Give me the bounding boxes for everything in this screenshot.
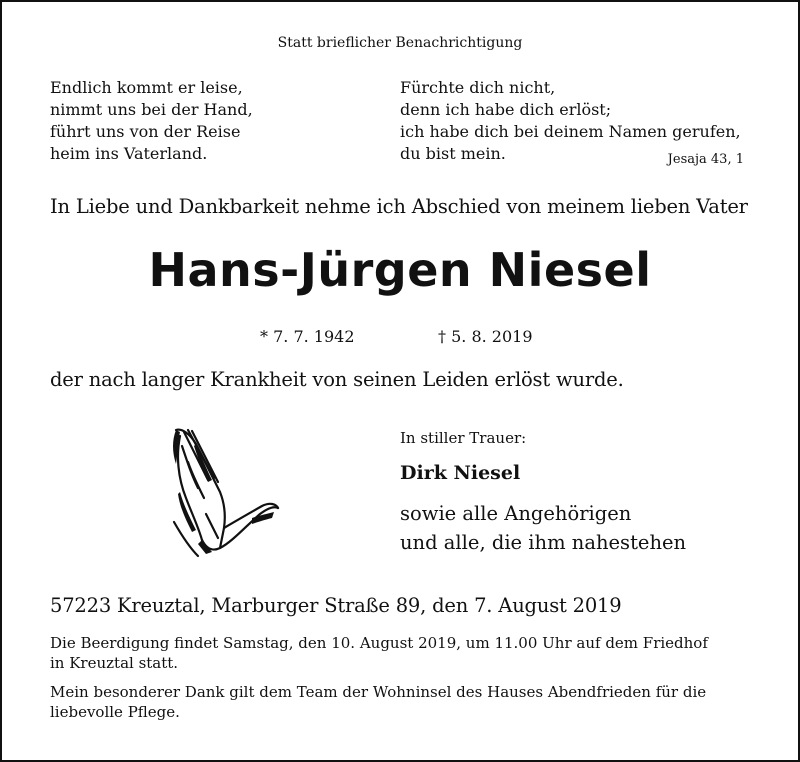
verse-reference: Jesaja 43, 1 xyxy=(667,152,744,167)
mourner-name: Dirk Niesel xyxy=(400,462,521,484)
funeral-line: Die Beerdigung findet Samstag, den 10. August 2019, um 11.00 Uhr auf dem Friedhof xyxy=(50,634,708,652)
poem-left-line: Endlich kommt er leise, xyxy=(50,78,243,97)
poem-left-line: heim ins Vaterland. xyxy=(50,144,208,163)
poem-left-line: nimmt uns bei der Hand, xyxy=(50,100,253,119)
death-date: † 5. 8. 2019 xyxy=(438,327,533,346)
relatives-line: sowie alle Angehörigen xyxy=(400,502,632,525)
intro-text: In Liebe und Dankbarkeit nehme ich Abschied von meinem lieben Vater xyxy=(50,195,748,218)
poem-right-line: du bist mein. xyxy=(400,144,506,163)
poem-right-line: Fürchte dich nicht, xyxy=(400,78,556,97)
funeral-line: in Kreuztal statt. xyxy=(50,654,179,672)
relatives-line: und alle, die ihm nahestehen xyxy=(400,531,687,554)
thanks-line: liebevolle Pflege. xyxy=(50,703,180,721)
poem-left-line: führt uns von der Reise xyxy=(50,122,241,141)
place-date: 57223 Kreuztal, Marburger Straße 89, den 7. August 2019 xyxy=(50,594,622,617)
released-text: der nach langer Krankheit von seinen Leiden erlöst wurde. xyxy=(50,368,624,391)
notice-header: Statt brieflicher Benachrichtigung xyxy=(277,35,523,51)
birth-date: * 7. 7. 1942 xyxy=(260,327,355,346)
praying-hands-icon xyxy=(162,422,282,562)
funeral-notice xyxy=(50,633,708,673)
relatives-block xyxy=(400,499,686,557)
mourning-label: In stiller Trauer: xyxy=(400,429,527,447)
thanks-line: Mein besonderer Dank gilt dem Team der Wohninsel des Hauses Abendfrieden für die xyxy=(50,683,707,701)
poem-left xyxy=(50,77,253,165)
poem-right-line: ich habe dich bei deinem Namen gerufen, xyxy=(400,122,741,141)
deceased-name: Hans-Jürgen Niesel xyxy=(148,243,652,297)
thanks-notice xyxy=(50,682,706,722)
poem-right-line: denn ich habe dich erlöst; xyxy=(400,100,612,119)
